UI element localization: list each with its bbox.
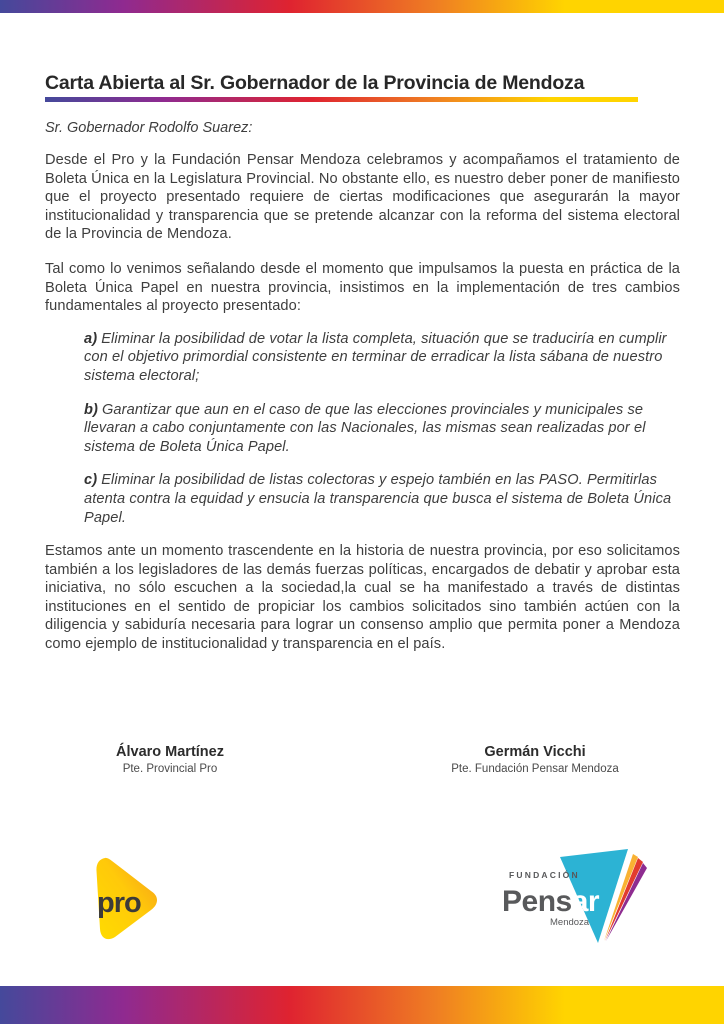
letter-body (45, 151, 680, 654)
bottom-gradient-bar (0, 986, 724, 1024)
list-item-b-text: Garantizar que aun en el caso de que las elecciones provinciales y municipales se llevaran a cabo conjuntamente con las Nacionales, las mismas sean realizadas por el sistema de Boleta Única Papel. (84, 401, 646, 455)
paragraph-intro: Desde el Pro y la Fundación Pensar Mendoza celebramos y acompañamos el tratamiento de Boleta Única en la Legislatura Provincial. No obstante ello, es nuestro deber poner de manifiesto que el proyecto presentado requiere de ciertas modificaciones que asegurarán la mayor institucionalidad y transparencia que se pretende alcanzar con la reforma del sistema electoral de la Provincia de Mendoza. (45, 152, 680, 243)
list-item-c (45, 471, 680, 527)
salutation: Sr. Gobernador Rodolfo Suarez: (45, 120, 253, 136)
list-item-a-text: Eliminar la posibilidad de votar la lista completa, situación que se traduciría en cumplir con el objetivo primordial consistente en terminar de erradicar la lista sábana de nuestro sistema electoral; (84, 330, 667, 384)
list-item-b-label: b) (84, 401, 98, 418)
paragraph-context: Tal como lo venimos señalando desde el momento que impulsamos la puesta en práctica de la Boleta Única Papel en nuestra provincia, insistimos en la implementación de tres cambios fundamentales al proyecto presentado: (45, 260, 680, 315)
page-title: Carta Abierta al Sr. Gobernador de la Provincia de Mendoza (45, 72, 585, 94)
signature-name: Álvaro Martínez (116, 744, 224, 760)
list-item-b (45, 401, 680, 457)
list-item-a (45, 330, 680, 386)
paragraph-closing: Estamos ante un momento trascendente en la historia de nuestra provincia, por eso solicitamos también a los legisladores de las demás fuerzas políticas, encargados de debatir y aprobar esta iniciativa, no sólo escuchen a la sociedad,la cual se ha manifestado a través de distintas instituciones en el sentido de propiciar los cambios solicitados sino también actúen con la diligencia y sabiduría necesaria para lograr un consenso amplio que permita poner a Mendoza como ejemplo de institucionalidad y transparencia en el país. (45, 543, 680, 653)
pensar-fundacion-text: FUNDACIÓN (509, 870, 580, 880)
signature-role: Pte. Fundación Pensar Mendoza (451, 763, 619, 775)
list-item-c-text: Eliminar la posibilidad de listas colectoras y espejo también en las PASO. Permitirlas atenta contra la equidad y ensucia la transparencia que busca el sistema de Boleta Única Papel. (84, 472, 672, 526)
pensar-logo (498, 845, 663, 947)
pensar-main-text: Pensar (502, 885, 600, 918)
top-gradient-bar (0, 0, 724, 13)
signature-role: Pte. Provincial Pro (122, 763, 218, 775)
pro-logo (84, 853, 164, 947)
list-item-c-label: c) (84, 472, 98, 489)
signature-alvaro-martinez (45, 744, 295, 775)
pro-logo-text: pro (97, 887, 141, 919)
signature-german-vicchi (385, 744, 685, 775)
title-gradient-underline (45, 97, 638, 102)
signature-name: Germán Vicchi (484, 744, 586, 760)
list-item-a-label: a) (84, 330, 98, 347)
pensar-mendoza-text: Mendoza (550, 917, 590, 928)
